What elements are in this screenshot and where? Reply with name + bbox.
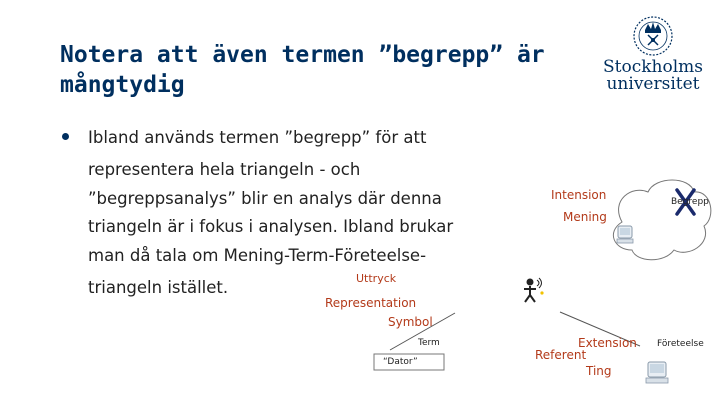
bullet-line-2: representera hela triangeln - och [88, 160, 361, 179]
label-begrepp: Begrepp [671, 197, 709, 207]
bullet-line-5: man då tala om Mening-Term-Företeelse- [88, 246, 427, 265]
computer-icon-mening [617, 226, 633, 243]
label-symbol: Symbol [388, 315, 433, 329]
bullet-line-6: triangeln istället. [88, 278, 229, 297]
bullet-line-1: Ibland används termen ”begrepp” för att [88, 128, 427, 147]
logo-line-1: Stockholms [603, 57, 703, 77]
label-extension: Extension [578, 336, 637, 350]
label-representation: Representation [325, 296, 417, 310]
label-intension: Intension [551, 188, 607, 202]
label-uttryck: Uttryck [356, 272, 397, 285]
thought-cloud-shape [613, 180, 710, 260]
bullet-line-4: triangeln är i fokus i analysen. Ibland brukar [88, 217, 454, 236]
label-mening: Mening [563, 210, 607, 224]
label-dator: “Dator” [383, 357, 418, 367]
bullet-line-3: ”begreppsanalys” blir en analys där denna [88, 189, 442, 208]
label-foreteelse: Företeelse [657, 339, 704, 349]
computer-icon-foreteelse [646, 362, 668, 383]
logo-line-2: universitet [606, 74, 700, 94]
label-term: Term [418, 338, 440, 348]
label-ting: Ting [586, 364, 612, 378]
slide-title: Notera att även termen ”begrepp” är mångtydig [60, 42, 545, 98]
person-speaking-icon [524, 278, 544, 302]
label-referent: Referent [535, 348, 587, 362]
